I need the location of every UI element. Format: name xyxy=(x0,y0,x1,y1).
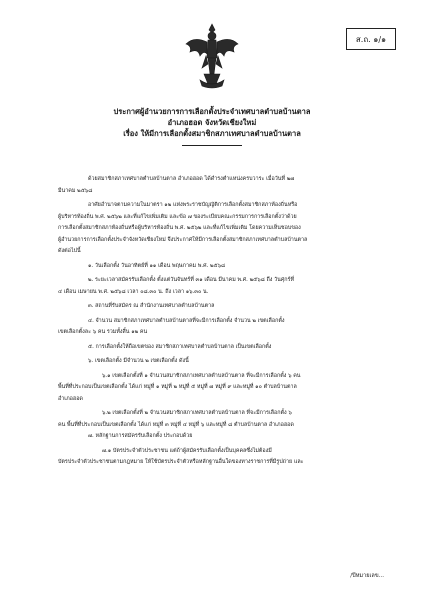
item-3: ๓. สถานที่รับสมัคร ณ สำนักงานเทศบาลตำบลบ้านตาล xyxy=(88,303,215,309)
title-line-3: เรื่อง ให้มีการเลือกตั้งสมาชิกสภาเทศบาลตำบลบ้านตาล xyxy=(123,129,301,138)
paragraph-1: ด้วยสมาชิกสภาเทศบาลตำบลบ้านตาล อำเภอฮอด ได้ดำรงตำแหน่งครบวาระ เมื่อวันที่ ๒๗ xyxy=(88,176,295,182)
page-continuation: /ปีหมายเลข... xyxy=(350,573,384,579)
title-block xyxy=(40,106,384,146)
announcement-body xyxy=(58,174,382,469)
title-line-2: อำเภอฮอด จังหวัดเชียงใหม่ xyxy=(167,118,257,127)
title-underline xyxy=(182,145,242,146)
item-6-1: ๖.๑ เขตเลือกตั้งที่ ๑ จำนวนสมาชิกสภาเทศบาลตำบลบ้านตาล ที่จะมีการเลือกตั้ง ๖ คน xyxy=(102,372,301,379)
item-6-1-line-3: อำเภอฮอด xyxy=(58,395,83,402)
item-5: ๕. การเลือกตั้งให้ถือเขตของ สมาชิกสภาเทศบาลตำบลบ้านตาล เป็นเขตเลือกตั้ง xyxy=(88,343,272,350)
title-line-1: ประกาศผู้อำนวยการการเลือกตั้งประจำเทศบาลตำบลบ้านตาล xyxy=(113,107,311,116)
form-code: ส.ถ. ๑/๑ xyxy=(355,34,387,44)
paragraph-1-cont: มีนาคม ๒๕๖๘ xyxy=(58,187,93,194)
paragraph-2-line-3: การเลือกตั้งสมาชิกสภาท้องถิ่นหรือผู้บริหารท้องถิ่น พ.ศ. ๒๕๖๒ และที่แก้ไขเพิ่มเติม โดยความเห็นชอบของ xyxy=(58,225,301,231)
item-2-cont: ๔ เดือน เมษายน พ.ศ. ๒๕๖๘ เวลา ๐๘.๓๐ น. ถึง เวลา ๑๖.๓๐ น. xyxy=(58,288,209,295)
item-7-1-line-2: บัตรประจำตัวประชาชนตามกฎหมาย ให้ใช้บัตรประจำตัวหรือหลักฐานอื่นใดของทางราชการที่มีรูปถ่าย และ xyxy=(58,459,304,465)
item-4: ๔. จำนวน สมาชิกสภาเทศบาลตำบลบ้านตาลที่จะมีการเลือกตั้ง จำนวน ๒ เขตเลือกตั้ง xyxy=(88,317,285,324)
item-6-2: ๖.๒ เขตเลือกตั้งที่ ๒ จำนวนสมาชิกสภาเทศบาลตำบลบ้านตาล ที่จะมีการเลือกตั้ง ๖ xyxy=(102,410,292,416)
paragraph-2-line-4: ผู้อำนวยการการเลือกตั้งประจำจังหวัดเชียงใหม่ จึงประกาศให้มีการเลือกตั้งสมาชิกสภาเทศบาลตำบลบ้านตาล xyxy=(58,236,308,243)
form-code-box xyxy=(346,28,396,50)
item-2: ๒. ระยะเวลาสมัครรับเลือกตั้ง ตั้งแต่วันจันทร์ที่ ๓๑ เดือน มีนาคม พ.ศ. ๒๕๖๘ ถึง วันศุกร์ที่ xyxy=(88,277,294,283)
item-1: ๑. วันเลือกตั้ง วันอาทิตย์ที่ ๑๑ เดือน พฤษภาคม พ.ศ. ๒๕๖๘ xyxy=(88,262,226,269)
item-7-1: ๗.๑ บัตรประจำตัวประชาชน แต่ถ้าผู้สมัครรับเลือกตั้งเป็นบุคคลซึ่งไม่ต้องมี xyxy=(102,447,272,454)
garuda-emblem-icon xyxy=(182,18,242,90)
item-6-1-line-2: พื้นที่ที่ประกอบเป็นเขตเลือกตั้ง ได้แก่ หมู่ที่ ๑ หมู่ที่ ๒ หมู่ที่ ๕ หมู่ที่ ๗ หมู่ที่ ๙ และหมู่ที่ ๑๐ ตำบลบ้านตาล xyxy=(58,384,297,390)
paragraph-2-line-5: ดังต่อไปนี้ xyxy=(58,248,81,254)
item-6: ๖. เขตเลือกตั้ง มีจำนวน ๒ เขตเลือกตั้ง ดังนี้ xyxy=(88,358,189,364)
item-6-2-line-2: คน พื้นที่ที่ประกอบเป็นเขตเลือกตั้ง ได้แก่ หมู่ที่ ๓ หมู่ที่ ๔ หมู่ที่ ๖ และหมู่ที่ ๘ ตำบลบ้านตาล อำเภอฮอด xyxy=(58,421,294,428)
item-4-cont: เขตเลือกตั้งละ ๖ คน รวมทั้งสิ้น ๑๒ คน xyxy=(58,329,148,335)
paragraph-2: อาศัยอำนาจตามความในมาตรา ๑๒ แห่งพระราชบัญญัติการเลือกตั้งสมาชิกสภาท้องถิ่นหรือ xyxy=(88,202,298,208)
item-7: ๗. หลักฐานการสมัครรับเลือกตั้ง ประกอบด้วย xyxy=(88,433,193,439)
paragraph-2-line-2: ผู้บริหารท้องถิ่น พ.ศ. ๒๕๖๒ และที่แก้ไขเพิ่มเติม และข้อ ๗ ของระเบียบคณะกรรมการการเลือกตั้งว่าด้วย xyxy=(58,213,297,220)
